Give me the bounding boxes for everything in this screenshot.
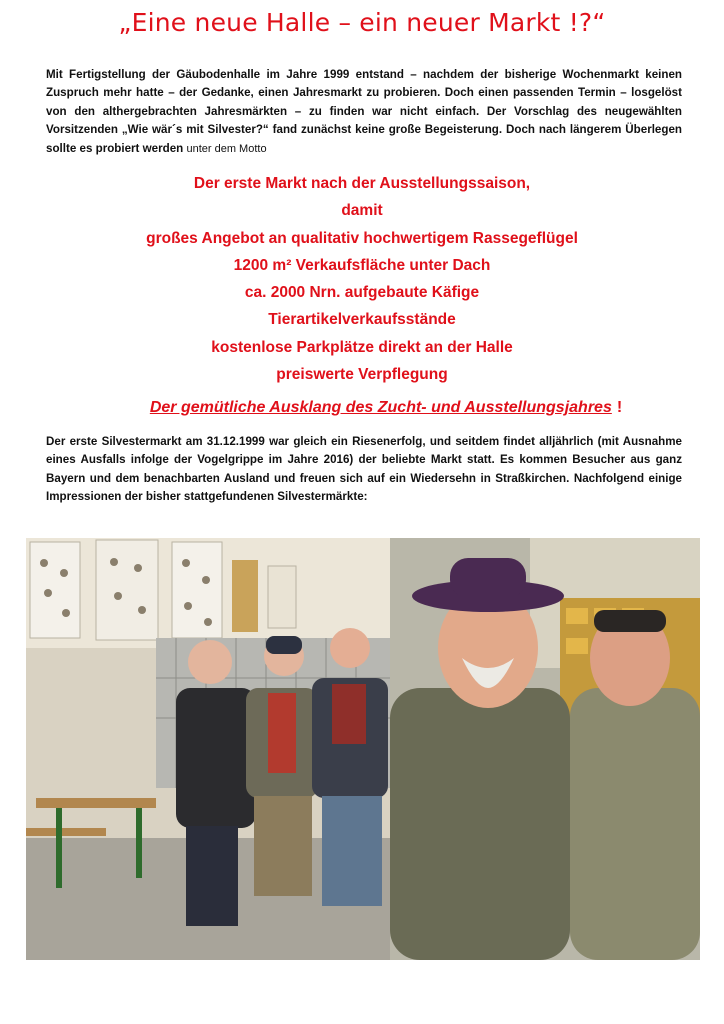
feature-item: 1200 m² Verkaufsfläche unter Dach bbox=[233, 256, 491, 274]
feature-item: Der erste Markt nach der Ausstellungssaison, bbox=[193, 175, 531, 192]
slogan-text: Der gemütliche Ausklang des Zucht- und Ausstellungsjahres bbox=[149, 399, 612, 416]
feature-item: damit bbox=[341, 202, 383, 220]
photo-hall-visitors bbox=[26, 538, 390, 960]
photo-two-men bbox=[390, 538, 700, 960]
slogan bbox=[0, 399, 724, 417]
page-title: „Eine neue Halle – ein neuer Markt !?“ bbox=[118, 8, 606, 37]
feature-item: großes Angebot an qualitativ hochwertigem Rassegeflügel bbox=[146, 229, 578, 247]
feature-item: preiswerte Verpflegung bbox=[276, 366, 448, 384]
body-paragraph: Der erste Silvestermarkt am 31.12.1999 war gleich ein Riesenerfolg, und seitdem findet alljährlich (mit Ausnahme eines Ausfalls infolge der Vogelgrippe im Jahre 2016) der beliebte Markt statt. Es kommen Besucher aus ganz Bayern und dem benachbarten Ausland und freuen sich auf ein Wiedersehn in Straßkirchen. Nachfolgend einige Impressionen der bisher stattgefundenen Silvestermärkte: bbox=[46, 435, 682, 504]
feature-item: kostenlose Parkplätze direkt an der Halle bbox=[211, 338, 513, 356]
feature-list bbox=[0, 170, 724, 388]
intro-motto: unter dem Motto bbox=[186, 142, 267, 155]
intro-text: Mit Fertigstellung der Gäubodenhalle im Jahre 1999 entstand – nachdem der bisherige Wochenmarkt keinen Zuspruch mehr hatte – der Gedanke, einen Jahresmarkt zu probieren. Doch einen passenden Termin – losgelöst von den althergebrachten Jahresmärkten – zu finden war nicht einfach. Der Vorschlag des neugewählten Vorsitzenden „Wie wär´s mit Silvester?“ fand zunächst keine große Begeisterung. Doch nach längerem Überlegen sollte es probiert werden bbox=[46, 68, 682, 155]
photo-strip bbox=[26, 538, 700, 960]
slogan-exclamation: ! bbox=[616, 399, 623, 416]
intro-paragraph bbox=[46, 66, 682, 158]
feature-item: ca. 2000 Nrn. aufgebaute Käfige bbox=[244, 284, 480, 302]
feature-item: Tierartikelverkaufsstände bbox=[268, 311, 456, 329]
